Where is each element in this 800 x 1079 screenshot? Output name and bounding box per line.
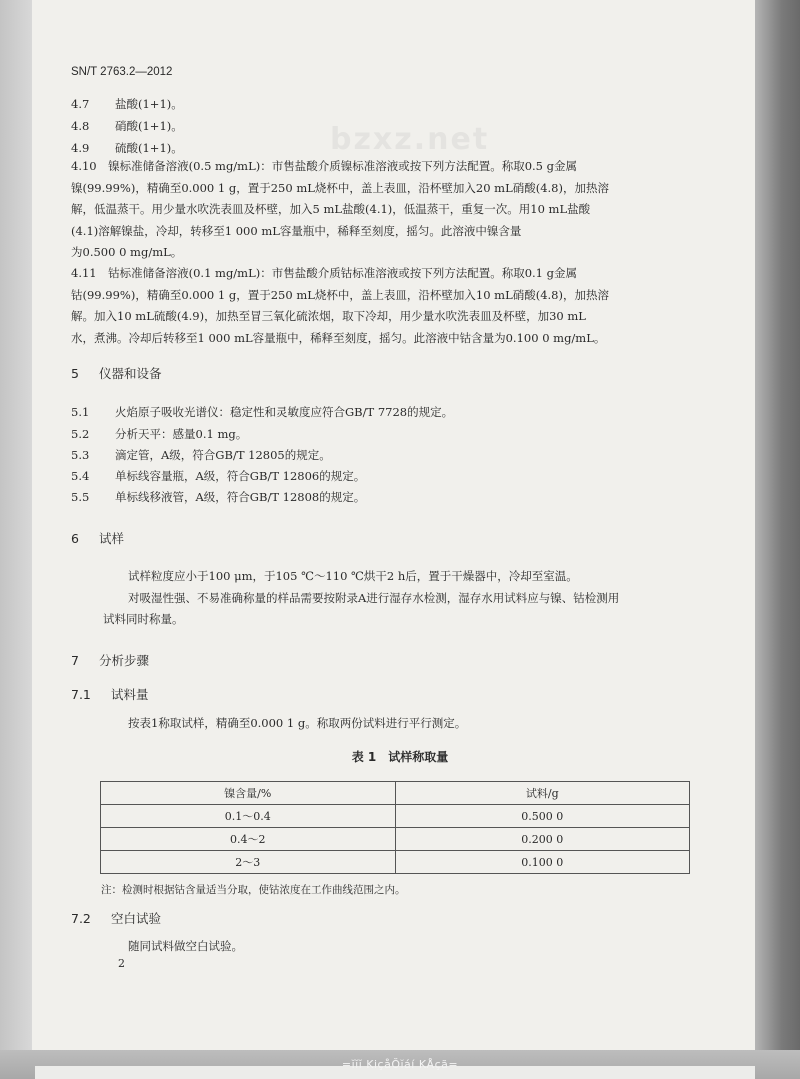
text-line: 钴(99.99%)，精确至0.000 1 g，置于250 mL烧杯中，盖上表皿，沿杯壁加入10 mL硝酸(4.8)，加热溶 <box>71 287 609 302</box>
section-title: 试样 <box>99 531 125 546</box>
table-cell: 0.1～0.4 <box>101 805 396 828</box>
table-row <box>101 828 690 851</box>
text-line: 4.10 镍标准储备溶液(0.5 mg/mL)：市售盐酸介质镍标准溶液或按下列方法配置。称取0.5 g金属 <box>71 159 578 173</box>
item-text: 单标线移液管，A级，符合GB/T 12808的规定。 <box>115 490 366 504</box>
item-number: 5.4 <box>71 469 90 483</box>
sample-weight-text: 按表1称取试样，精确至0.000 1 g。称取两份试料进行平行测定。 <box>128 716 467 730</box>
section-heading-5 <box>71 364 162 382</box>
sample-paragraph-2-line1: 对吸湿性强、不易准确称量的样品需要按附录A进行湿存水检测，湿存水用试料应与镍、钴检测用 <box>128 591 620 605</box>
item-text: 滴定管，A级，符合GB/T 12805的规定。 <box>115 448 331 462</box>
item-number: 4.7 <box>71 97 90 111</box>
item-number: 4.8 <box>71 119 90 133</box>
table-cell: 0.500 0 <box>395 805 690 828</box>
footer-caption: =ĭĭĭ KiçåŎĭáí KÅçã= <box>341 1058 459 1071</box>
table-header-row <box>101 782 690 805</box>
text-line: 镍(99.99%)，精确至0.000 1 g，置于250 mL烧杯中，盖上表皿，沿杯壁加入20 mL硝酸(4.8)，加热溶 <box>71 180 609 195</box>
text-line: (4.1)溶解镍盐，冷却，转移至1 000 mL容量瓶中，稀释至刻度，摇匀。此溶液中镍含量 <box>71 223 522 238</box>
table-cell: 0.4～2 <box>101 828 396 851</box>
blank-test-text: 随同试料做空白试验。 <box>128 939 243 953</box>
item-text: 盐酸(1+1)。 <box>115 97 183 111</box>
subsection-number: 7.1 <box>71 687 91 702</box>
table-row <box>101 805 690 828</box>
subsection-number: 7.2 <box>71 911 91 926</box>
item-number: 5.5 <box>71 490 90 504</box>
table-cell: 2～3 <box>101 851 396 874</box>
viewer-right-margin <box>755 0 800 1079</box>
item-text: 单标线容量瓶，A级，符合GB/T 12806的规定。 <box>115 469 366 483</box>
column-header: 试料/g <box>395 782 690 805</box>
subsection-title: 试料量 <box>111 687 149 702</box>
item-text: 硝酸(1+1)。 <box>115 119 183 133</box>
item-number: 5.2 <box>71 427 90 441</box>
sample-paragraph-2-line2: 试料同时称量。 <box>103 612 184 626</box>
item-text: 火焰原子吸收光谱仪：稳定性和灵敏度应符合GB/T 7728的规定。 <box>115 405 454 419</box>
paragraph <box>71 263 691 349</box>
table-cell: 0.200 0 <box>395 828 690 851</box>
item-text: 硫酸(1+1)。 <box>115 141 183 155</box>
sample-paragraph-1: 试样粒度应小于100 μm，于105 ℃～110 ℃烘干2 h后，置于干燥器中，冷却至室温。 <box>128 569 578 583</box>
subsection-heading-7-2 <box>71 909 161 927</box>
item-number: 4.9 <box>71 141 90 155</box>
text-line: 水，煮沸。冷却后转移至1 000 mL容量瓶中，稀释至刻度，摇匀。此溶液中钴含量为0.100 0 mg/mL。 <box>71 330 606 345</box>
text-line: 4.11 钴标准储备溶液(0.1 mg/mL)：市售盐酸介质钴标准溶液或按下列方法配置。称取0.1 g金属 <box>71 266 578 280</box>
table-note: 注：检测时根据钴含量适当分取，使钴浓度在工作曲线范围之内。 <box>101 884 406 896</box>
text-line: 为0.500 0 mg/mL。 <box>71 245 183 259</box>
section-heading-7 <box>71 651 149 669</box>
text-line: 解。加入10 mL硫酸(4.9)，加热至冒三氧化硫浓烟，取下冷却，用少量水吹洗表皿及杯壁，加30 mL <box>71 309 586 323</box>
sample-weight-table <box>100 781 690 874</box>
table-row <box>101 851 690 874</box>
table-cell: 0.100 0 <box>395 851 690 874</box>
page-number: 2 <box>118 957 125 970</box>
column-header: 镍含量/% <box>101 782 396 805</box>
section-number: 7 <box>71 653 79 668</box>
paragraph <box>71 156 691 264</box>
standard-number: SN/T 2763.2—2012 <box>71 66 173 78</box>
viewer-left-margin <box>0 0 32 1079</box>
section-title: 仪器和设备 <box>99 366 162 381</box>
table-caption: 表 1 试样称取量 <box>351 750 449 764</box>
section-heading-6 <box>71 529 124 547</box>
watermark: bzxz.net <box>330 122 490 157</box>
text-line: 解，低温蒸干。用少量水吹洗表皿及杯壁，加入5 mL盐酸(4.1)，低温蒸干，重复一次。用10 mL盐酸 <box>71 202 591 216</box>
subsection-title: 空白试验 <box>111 911 162 926</box>
item-text: 分析天平：感量0.1 mg。 <box>115 427 248 441</box>
section-title: 分析步骤 <box>99 653 150 668</box>
section-number: 6 <box>71 531 79 546</box>
item-number: 5.3 <box>71 448 90 462</box>
section-number: 5 <box>71 366 79 381</box>
item-number: 5.1 <box>71 405 90 419</box>
subsection-heading-7-1 <box>71 685 149 703</box>
